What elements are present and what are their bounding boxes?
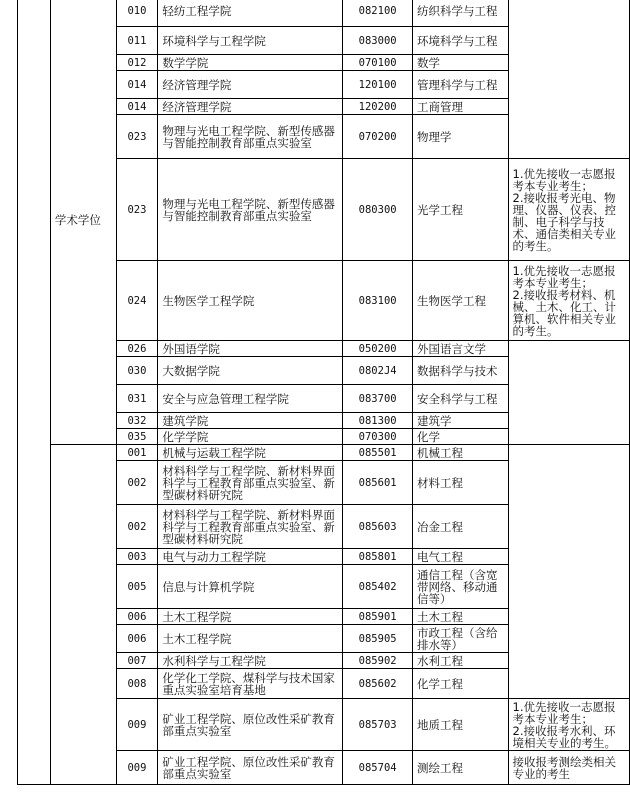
major-code: 083000: [343, 27, 413, 55]
college-code: 012: [116, 55, 158, 71]
major-code: 085703: [343, 699, 413, 751]
major-code: 070100: [343, 55, 413, 71]
college-code: 014: [116, 71, 158, 99]
major-code: 070300: [343, 429, 413, 445]
major-code: 085501: [343, 445, 413, 461]
remarks-cell: [508, 699, 629, 751]
table-row: [18, 0, 630, 27]
remark-line: 2.接收报考材料、机械、土木、化工、计算机、软件相关专业的考生。: [512, 287, 617, 338]
major-code: 085602: [343, 669, 413, 699]
major-name: 材料工程: [412, 461, 508, 505]
major-name: 外国语言文学: [412, 341, 508, 357]
college-name: 水利科学与工程学院: [158, 653, 343, 669]
major-code: 050200: [343, 341, 413, 357]
college-code: 007: [116, 653, 158, 669]
college-name: 矿业工程学院、原位改性采矿教育部重点实验室: [158, 699, 343, 751]
major-name: 环境科学与工程: [412, 27, 508, 55]
college-name: 经济管理学院: [158, 71, 343, 99]
major-code: 083700: [343, 385, 413, 413]
major-name: 安全科学与工程: [412, 385, 508, 413]
college-name: 环境科学与工程学院: [158, 27, 343, 55]
remarks-cell: [508, 751, 629, 785]
college-code: 024: [116, 261, 158, 341]
major-name: 生物医学工程: [412, 261, 508, 341]
college-code: 009: [116, 751, 158, 785]
college-code: 003: [116, 549, 158, 565]
major-code: 081300: [343, 413, 413, 429]
college-code: 002: [116, 505, 158, 549]
remark-line: 接收报考测绘类相关专业的考生: [512, 754, 617, 781]
major-code: 080300: [343, 159, 413, 261]
major-name: 物理学: [412, 115, 508, 159]
college-name: 轻纺工程学院: [158, 0, 343, 27]
major-name: 纺织科学与工程: [412, 0, 508, 27]
college-name: 生物医学工程学院: [158, 261, 343, 341]
college-name: 矿业工程学院、原位改性采矿教育部重点实验室: [158, 751, 343, 785]
major-name: 电气工程: [412, 549, 508, 565]
college-name: 经济管理学院: [158, 99, 343, 115]
college-code: 026: [116, 341, 158, 357]
college-code: 014: [116, 99, 158, 115]
major-name: 水利工程: [412, 653, 508, 669]
college-name: 外国语学院: [158, 341, 343, 357]
college-code: 006: [116, 609, 158, 625]
major-name: 地质工程: [412, 699, 508, 751]
remarks-cell: [508, 445, 629, 699]
major-code: 0802J4: [343, 357, 413, 385]
adjustment-table: [17, 0, 630, 785]
college-name: 物理与光电工程学院、新型传感器与智能控制教育部重点实验室: [158, 115, 343, 159]
major-name: 建筑学: [412, 413, 508, 429]
college-name: 土木工程学院: [158, 625, 343, 653]
college-name: 化学学院: [158, 429, 343, 445]
college-code: 006: [116, 625, 158, 653]
college-code: 002: [116, 461, 158, 505]
college-code: 035: [116, 429, 158, 445]
remark-line: 2.接收报考水利、环境相关专业的考生。: [512, 723, 617, 750]
major-code: 120200: [343, 99, 413, 115]
major-code: 085905: [343, 625, 413, 653]
degree-type-academic: 学术学位: [50, 0, 116, 445]
major-code: 085902: [343, 653, 413, 669]
major-name: 数学: [412, 55, 508, 71]
degree-type-professional: [50, 445, 116, 785]
major-code: 082100: [343, 0, 413, 27]
college-name: 材料科学与工程学院、新材料界面科学与工程教育部重点实验室、新型碳材料研究院: [158, 505, 343, 549]
remark-line: 2.接收报考光电、物理、仪器、仪表、控制、电子科学与技术、通信类相关专业的考生。: [512, 190, 617, 253]
college-code: 001: [116, 445, 158, 461]
college-name: 机械与运载工程学院: [158, 445, 343, 461]
college-name: 电气与动力工程学院: [158, 549, 343, 565]
remark-line: 1.优先接收一志愿报考本专业考生；: [512, 263, 616, 290]
college-name: 材料科学与工程学院、新材料界面科学与工程教育部重点实验室、新型碳材料研究院: [158, 461, 343, 505]
major-code: 085603: [343, 505, 413, 549]
major-name: 光学工程: [412, 159, 508, 261]
major-code: 120100: [343, 71, 413, 99]
major-code: 070200: [343, 115, 413, 159]
major-code: 085801: [343, 549, 413, 565]
major-name: 通信工程（含宽带网络、移动通信等）: [412, 565, 508, 609]
major-name: 土木工程: [412, 609, 508, 625]
major-name: 数据科学与技术: [412, 357, 508, 385]
major-code: 085601: [343, 461, 413, 505]
college-code: 031: [116, 385, 158, 413]
college-code: 008: [116, 669, 158, 699]
college-name: 安全与应急管理工程学院: [158, 385, 343, 413]
major-name: 工商管理: [412, 99, 508, 115]
college-code: 005: [116, 565, 158, 609]
major-name: 市政工程（含给排水等）: [412, 625, 508, 653]
major-name: 化学: [412, 429, 508, 445]
college-code: 010: [116, 0, 158, 27]
remarks-cell: [508, 0, 629, 159]
major-code: 085901: [343, 609, 413, 625]
remarks-cell: [508, 261, 629, 341]
table-row: [18, 445, 630, 461]
remark-line: 1.优先接收一志愿报考本专业考生；: [512, 699, 616, 726]
college-name: 信息与计算机学院: [158, 565, 343, 609]
college-code: 032: [116, 413, 158, 429]
remark-line: 1.优先接收一志愿报考本专业考生；: [512, 166, 616, 193]
college-code: 023: [116, 115, 158, 159]
major-name: 机械工程: [412, 445, 508, 461]
major-name: 测绘工程: [412, 751, 508, 785]
college-code: 009: [116, 699, 158, 751]
college-name: 建筑学院: [158, 413, 343, 429]
major-name: 冶金工程: [412, 505, 508, 549]
major-code: 085704: [343, 751, 413, 785]
college-code: 023: [116, 159, 158, 261]
college-name: 土木工程学院: [158, 609, 343, 625]
major-name: 化学工程: [412, 669, 508, 699]
table-body: [18, 0, 630, 785]
major-name: 管理科学与工程: [412, 71, 508, 99]
major-code: 083100: [343, 261, 413, 341]
college-name: 大数据学院: [158, 357, 343, 385]
major-code: 085402: [343, 565, 413, 609]
remarks-cell: [508, 159, 629, 261]
remarks-cell: [508, 341, 629, 445]
college-code: 011: [116, 27, 158, 55]
college-name: 物理与光电工程学院、新型传感器与智能控制教育部重点实验室: [158, 159, 343, 261]
college-code: 030: [116, 357, 158, 385]
college-name: 化学化工学院、煤科学与技术国家重点实验室培育基地: [158, 669, 343, 699]
left-margin-cell: [18, 0, 51, 785]
college-name: 数学学院: [158, 55, 343, 71]
